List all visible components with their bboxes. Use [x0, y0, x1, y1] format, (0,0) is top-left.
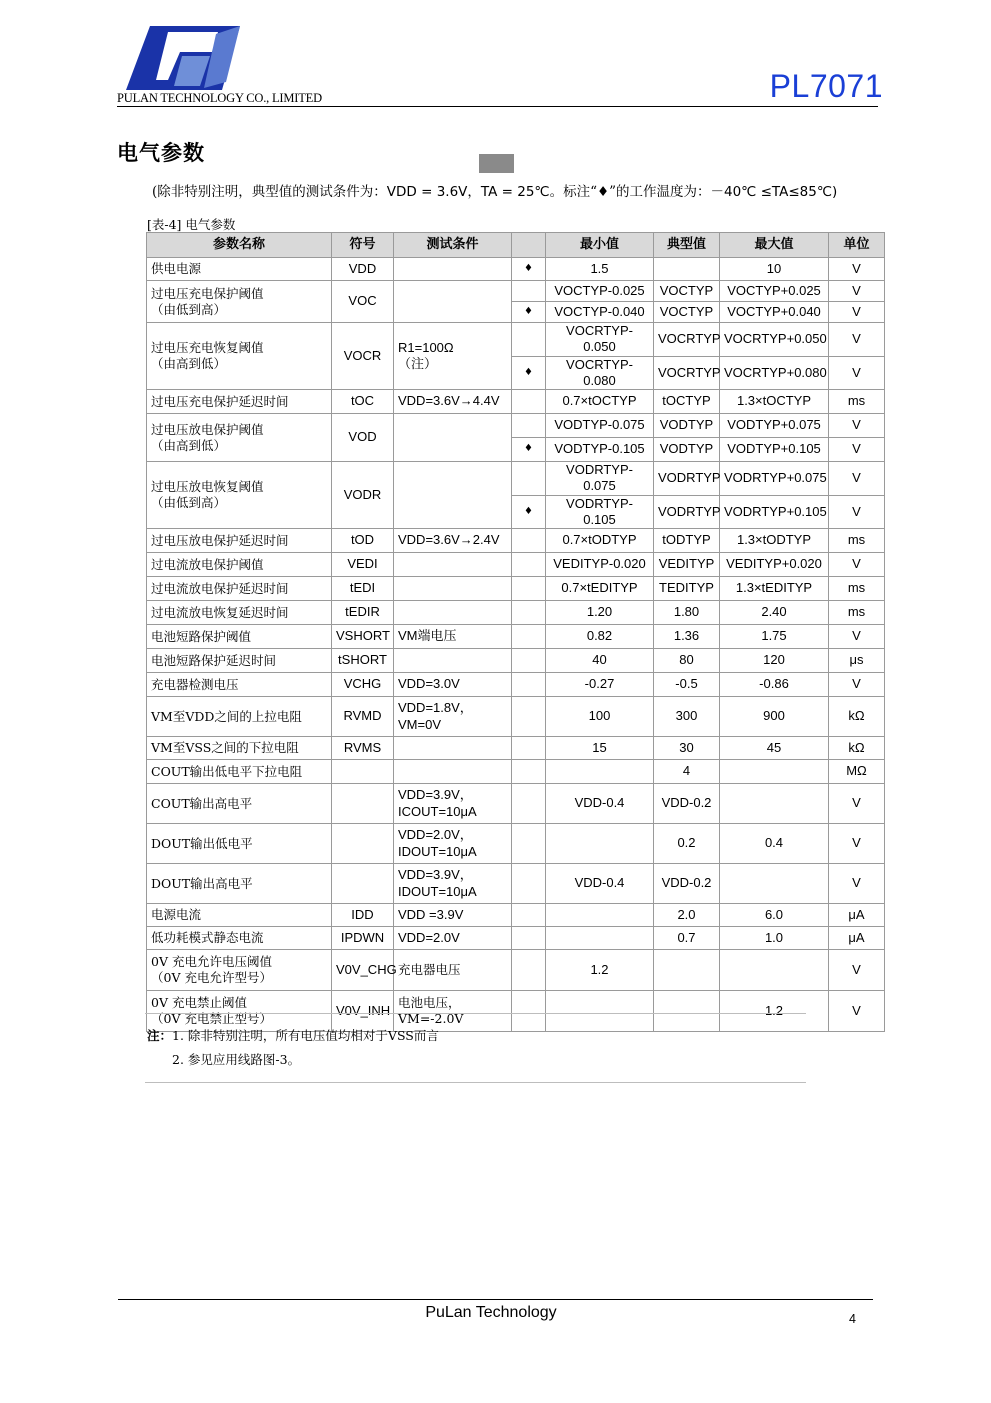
param-unit: kΩ: [829, 737, 885, 760]
param-name: 过电流放电保护延迟时间: [147, 577, 332, 601]
param-unit: V: [829, 950, 885, 991]
param-symbol: tOC: [332, 390, 394, 414]
table-row: [147, 577, 885, 601]
temp-mark: ♦: [512, 356, 546, 390]
param-typ: 80: [654, 649, 720, 673]
param-name: 供电电源: [147, 258, 332, 281]
param-condition: [394, 649, 512, 673]
table-row: [147, 950, 885, 991]
param-name: 低功耗模式静态电流: [147, 927, 332, 950]
param-unit: V: [829, 281, 885, 302]
param-symbol: IDD: [332, 904, 394, 927]
footer-divider: [118, 1299, 873, 1300]
param-typ: [654, 258, 720, 281]
param-condition: [394, 737, 512, 760]
param-symbol: tSHORT: [332, 649, 394, 673]
cond-line1: VDD=1.8V，: [398, 700, 473, 716]
param-name-line2: （0V 充电允许型号）: [151, 970, 272, 985]
param-typ: VODTYP: [654, 438, 720, 462]
param-condition: [394, 824, 512, 864]
temp-mark: ♦: [512, 495, 546, 529]
param-symbol: VEDI: [332, 553, 394, 577]
header-min: 最小值: [546, 233, 654, 258]
param-typ: tOCTYP: [654, 390, 720, 414]
electrical-parameters-table: [146, 232, 885, 1032]
param-max: VOCRTYP+0.050: [720, 323, 829, 357]
param-min: VOCTYP-0.025: [546, 281, 654, 302]
cond-vdd: VDD = 3.6V，: [386, 184, 481, 200]
param-max: 1.2: [720, 991, 829, 1032]
cond-line2: VM=-2.0V: [398, 1011, 464, 1026]
header-param-name: 参数名称: [147, 233, 332, 258]
temp-mark: [512, 927, 546, 950]
param-unit: ms: [829, 601, 885, 625]
param-name-line1: 过电压充电恢复阈值: [151, 340, 264, 356]
header-mark: [512, 233, 546, 258]
param-name: [147, 462, 332, 529]
cond-line1: VDD=3.9V，: [398, 787, 473, 803]
param-unit: V: [829, 553, 885, 577]
param-name: 过电流放电保护阈值: [147, 553, 332, 577]
param-typ: VOCRTYP: [654, 356, 720, 390]
param-min: VOCRTYP-0.050: [546, 323, 654, 357]
param-typ: VDD-0.2: [654, 784, 720, 824]
param-min: VDD-0.4: [546, 864, 654, 904]
param-max: [720, 864, 829, 904]
param-unit: V: [829, 784, 885, 824]
param-condition: [394, 601, 512, 625]
param-typ: VOCRTYP: [654, 323, 720, 357]
param-min: 1.5: [546, 258, 654, 281]
header-max: 最大值: [720, 233, 829, 258]
temp-mark: [512, 577, 546, 601]
note-2: 2. 参见应用线路图-3。: [172, 1052, 301, 1067]
model-number: PL7071: [769, 68, 883, 104]
param-unit: V: [829, 462, 885, 496]
param-condition: [394, 784, 512, 824]
param-condition: VDD=3.6V→4.4V: [394, 390, 512, 414]
param-name: [147, 323, 332, 390]
param-name: 电源电流: [147, 904, 332, 927]
param-unit: ms: [829, 390, 885, 414]
table-row: [147, 927, 885, 950]
param-condition: VDD=3.0V: [394, 673, 512, 697]
param-condition: 充电器电压: [394, 950, 512, 991]
table-row: [147, 760, 885, 784]
temp-mark: [512, 649, 546, 673]
note-1-text: 1. 除非特别注明，所有电压值均相对于VSS而言: [172, 1028, 439, 1043]
param-name-line2: （0V 充电禁止型号）: [151, 1011, 272, 1026]
param-min: [546, 904, 654, 927]
param-min: [546, 991, 654, 1032]
cond-line2: IDOUT=10μA: [398, 883, 477, 899]
cond-prefix: (除非特别注明，典型值的测试条件为：: [152, 184, 387, 200]
param-min: VODTYP-0.075: [546, 414, 654, 438]
param-min: VOCTYP-0.040: [546, 302, 654, 323]
param-unit: V: [829, 258, 885, 281]
param-min: 0.7×tEDITYP: [546, 577, 654, 601]
table-caption: [表-4] 电气参数: [147, 217, 236, 232]
param-unit: V: [829, 356, 885, 390]
temp-mark: [512, 784, 546, 824]
param-symbol: V0V_CHG: [332, 950, 394, 991]
cond-line2: IDOUT=10μA: [398, 843, 477, 859]
cond-line1: VDD=2.0V，: [398, 827, 473, 843]
param-min: 15: [546, 737, 654, 760]
param-condition: [394, 553, 512, 577]
param-typ: -0.5: [654, 673, 720, 697]
param-typ: 0.7: [654, 927, 720, 950]
param-name-line1: 过电压充电保护阈值: [151, 285, 264, 301]
param-min: VODRTYP-0.105: [546, 495, 654, 529]
param-condition: [394, 462, 512, 529]
company-name: PULAN TECHNOLOGY CO., LIMITED: [117, 91, 322, 105]
company-logo: [120, 22, 245, 94]
temp-mark: [512, 553, 546, 577]
cond-ta: TA = 25℃。: [480, 184, 564, 200]
temp-mark: [512, 601, 546, 625]
param-symbol: VOD: [332, 414, 394, 462]
param-name: [147, 950, 332, 991]
param-typ: 300: [654, 697, 720, 737]
param-symbol: RVMD: [332, 697, 394, 737]
param-symbol: [332, 864, 394, 904]
temp-mark: [512, 529, 546, 553]
param-typ: VODRTYP: [654, 462, 720, 496]
param-symbol: tEDI: [332, 577, 394, 601]
param-typ: tODTYP: [654, 529, 720, 553]
param-unit: ms: [829, 529, 885, 553]
param-min: 1.2: [546, 950, 654, 991]
param-condition: [394, 864, 512, 904]
temp-mark: [512, 673, 546, 697]
param-condition: [394, 577, 512, 601]
temp-mark: ♦: [512, 438, 546, 462]
param-max: 1.0: [720, 927, 829, 950]
param-max: VOCTYP+0.025: [720, 281, 829, 302]
temp-mark: [512, 864, 546, 904]
param-max: 0.4: [720, 824, 829, 864]
cond-range: －40℃ ≤TA≤85℃): [710, 184, 838, 200]
param-name-line2: （由低到高）: [151, 495, 227, 510]
table-row: [147, 697, 885, 737]
param-max: VOCTYP+0.040: [720, 302, 829, 323]
note-1: [147, 1026, 439, 1044]
table-row: [147, 864, 885, 904]
param-unit: MΩ: [829, 760, 885, 784]
table-row: [147, 462, 885, 496]
param-symbol: [332, 824, 394, 864]
param-condition: VDD =3.9V: [394, 904, 512, 927]
table-row: [147, 737, 885, 760]
table-row: [147, 553, 885, 577]
param-symbol: VDD: [332, 258, 394, 281]
param-min: VODRTYP-0.075: [546, 462, 654, 496]
param-condition: [394, 760, 512, 784]
table-row: [147, 784, 885, 824]
param-max: 1.3×tOCTYP: [720, 390, 829, 414]
param-typ: 4: [654, 760, 720, 784]
param-max: 900: [720, 697, 829, 737]
param-min: -0.27: [546, 673, 654, 697]
param-symbol: [332, 784, 394, 824]
param-typ: 1.36: [654, 625, 720, 649]
table-row: [147, 904, 885, 927]
header-symbol: 符号: [332, 233, 394, 258]
param-symbol: RVMS: [332, 737, 394, 760]
param-max: [720, 784, 829, 824]
param-condition: VDD=3.6V→2.4V: [394, 529, 512, 553]
param-max: 1.3×tEDITYP: [720, 577, 829, 601]
param-typ: VOCTYP: [654, 281, 720, 302]
param-typ: [654, 991, 720, 1032]
param-name: [147, 281, 332, 323]
table-row: [147, 625, 885, 649]
param-typ: VDD-0.2: [654, 864, 720, 904]
table-row: [147, 390, 885, 414]
param-unit: V: [829, 673, 885, 697]
param-max: 45: [720, 737, 829, 760]
param-min: 100: [546, 697, 654, 737]
page-number: 4: [849, 1312, 856, 1326]
param-name-line1: 0V 充电禁止阈值: [151, 995, 247, 1011]
table-row: [147, 281, 885, 302]
temp-mark: [512, 281, 546, 302]
header-divider: [117, 106, 878, 107]
param-name: 充电器检测电压: [147, 673, 332, 697]
param-unit: V: [829, 302, 885, 323]
footer-company: PuLan Technology: [425, 1304, 557, 1321]
param-name: VM至VDD之间的上拉电阻: [147, 697, 332, 737]
param-condition: [394, 323, 512, 390]
temp-mark: [512, 991, 546, 1032]
temp-mark: [512, 697, 546, 737]
cond-line1: R1=100Ω: [398, 339, 454, 355]
header-condition: 测试条件: [394, 233, 512, 258]
param-symbol: tEDIR: [332, 601, 394, 625]
param-max: -0.86: [720, 673, 829, 697]
param-min: 40: [546, 649, 654, 673]
temp-mark: [512, 462, 546, 496]
temp-mark: [512, 414, 546, 438]
param-min: VODTYP-0.105: [546, 438, 654, 462]
param-unit: V: [829, 495, 885, 529]
param-min: [546, 824, 654, 864]
param-max: VEDITYP+0.020: [720, 553, 829, 577]
param-unit: V: [829, 824, 885, 864]
param-condition: [394, 281, 512, 323]
header-typ: 典型值: [654, 233, 720, 258]
param-name: 过电压充电保护延迟时间: [147, 390, 332, 414]
param-condition: [394, 697, 512, 737]
param-min: 0.82: [546, 625, 654, 649]
temp-mark: [512, 323, 546, 357]
param-typ: VEDITYP: [654, 553, 720, 577]
param-name: COUT输出高电平: [147, 784, 332, 824]
param-unit: ms: [829, 577, 885, 601]
temp-mark: ♦: [512, 302, 546, 323]
temp-mark: [512, 625, 546, 649]
table-row: [147, 414, 885, 438]
param-unit: kΩ: [829, 697, 885, 737]
param-max: 10: [720, 258, 829, 281]
param-min: 0.7×tOCTYP: [546, 390, 654, 414]
param-typ: VOCTYP: [654, 302, 720, 323]
param-condition: [394, 414, 512, 462]
param-unit: V: [829, 438, 885, 462]
param-max: VODTYP+0.075: [720, 414, 829, 438]
temp-mark: [512, 737, 546, 760]
param-max: VODRTYP+0.075: [720, 462, 829, 496]
param-min: VOCRTYP-0.080: [546, 356, 654, 390]
cond-line2: ICOUT=10μA: [398, 803, 477, 819]
param-symbol: VOCR: [332, 323, 394, 390]
table-header-row: [147, 233, 885, 258]
section-title: 电气参数: [117, 140, 205, 165]
param-max: VODTYP+0.105: [720, 438, 829, 462]
param-unit: V: [829, 991, 885, 1032]
param-max: 2.40: [720, 601, 829, 625]
param-unit: μA: [829, 927, 885, 950]
notes-divider-top: [145, 1013, 806, 1014]
param-name-line2: （由低到高）: [151, 301, 227, 317]
param-unit: V: [829, 864, 885, 904]
param-condition: VDD=2.0V: [394, 927, 512, 950]
table-row: [147, 323, 885, 357]
table-row: [147, 258, 885, 281]
param-name: 电池短路保护延迟时间: [147, 649, 332, 673]
table-row: [147, 529, 885, 553]
param-name: DOUT输出高电平: [147, 864, 332, 904]
temp-mark: [512, 904, 546, 927]
param-symbol: VCHG: [332, 673, 394, 697]
temp-mark: ♦: [512, 258, 546, 281]
cond-line1: VDD=3.9V，: [398, 867, 473, 883]
temp-mark: [512, 950, 546, 991]
param-min: [546, 927, 654, 950]
param-name: 电池短路保护阈值: [147, 625, 332, 649]
param-max: 1.3×tODTYP: [720, 529, 829, 553]
header-unit: 单位: [829, 233, 885, 258]
gray-marker: [479, 154, 514, 173]
param-max: [720, 950, 829, 991]
param-unit: V: [829, 625, 885, 649]
param-typ: TEDITYP: [654, 577, 720, 601]
param-name: 过电压放电保护延迟时间: [147, 529, 332, 553]
table-row: [147, 824, 885, 864]
param-unit: V: [829, 414, 885, 438]
param-name: [147, 414, 332, 462]
table-row: [147, 601, 885, 625]
test-conditions: [152, 180, 837, 200]
param-min: VDD-0.4: [546, 784, 654, 824]
param-condition: VM端电压: [394, 625, 512, 649]
notes-divider-bottom: [145, 1082, 806, 1083]
param-typ: [654, 950, 720, 991]
table-row: [147, 673, 885, 697]
cond-mid: 标注“♦”的工作温度为：: [563, 184, 711, 200]
param-name: 过电流放电恢复延迟时间: [147, 601, 332, 625]
param-name-line1: 0V 充电允许电压阈值: [151, 954, 272, 970]
param-typ: VODRTYP: [654, 495, 720, 529]
param-unit: μs: [829, 649, 885, 673]
param-max: 6.0: [720, 904, 829, 927]
param-typ: 0.2: [654, 824, 720, 864]
param-symbol: V0V_INH: [332, 991, 394, 1032]
param-symbol: tOD: [332, 529, 394, 553]
param-name: VM至VSS之间的下拉电阻: [147, 737, 332, 760]
param-min: 1.20: [546, 601, 654, 625]
param-max: [720, 760, 829, 784]
temp-mark: [512, 824, 546, 864]
param-unit: μA: [829, 904, 885, 927]
param-typ: VODTYP: [654, 414, 720, 438]
param-symbol: VOC: [332, 281, 394, 323]
param-symbol: VODR: [332, 462, 394, 529]
param-typ: 30: [654, 737, 720, 760]
param-min: [546, 760, 654, 784]
temp-mark: [512, 390, 546, 414]
cond-line2: （注）: [398, 356, 438, 371]
param-max: 120: [720, 649, 829, 673]
temp-mark: [512, 760, 546, 784]
cond-line1: 电池电压，: [398, 995, 461, 1011]
param-name-line2: （由高到低）: [151, 437, 227, 453]
param-max: VOCRTYP+0.080: [720, 356, 829, 390]
param-name-line1: 过电压放电恢复阈值: [151, 479, 264, 495]
param-name-line2: （由高到低）: [151, 356, 227, 371]
note-label: 注：: [147, 1028, 173, 1043]
cond-line2: VM=0V: [398, 716, 441, 732]
param-unit: V: [829, 323, 885, 357]
param-symbol: IPDWN: [332, 927, 394, 950]
table-row: [147, 649, 885, 673]
param-name-line1: 过电压放电保护阈值: [151, 421, 264, 437]
param-min: 0.7×tODTYP: [546, 529, 654, 553]
param-typ: 1.80: [654, 601, 720, 625]
param-max: VODRTYP+0.105: [720, 495, 829, 529]
param-typ: 2.0: [654, 904, 720, 927]
param-name: DOUT输出低电平: [147, 824, 332, 864]
param-condition: [394, 258, 512, 281]
param-symbol: VSHORT: [332, 625, 394, 649]
param-name: COUT输出低电平下拉电阻: [147, 760, 332, 784]
param-min: VEDITYP-0.020: [546, 553, 654, 577]
param-symbol: [332, 760, 394, 784]
param-max: 1.75: [720, 625, 829, 649]
